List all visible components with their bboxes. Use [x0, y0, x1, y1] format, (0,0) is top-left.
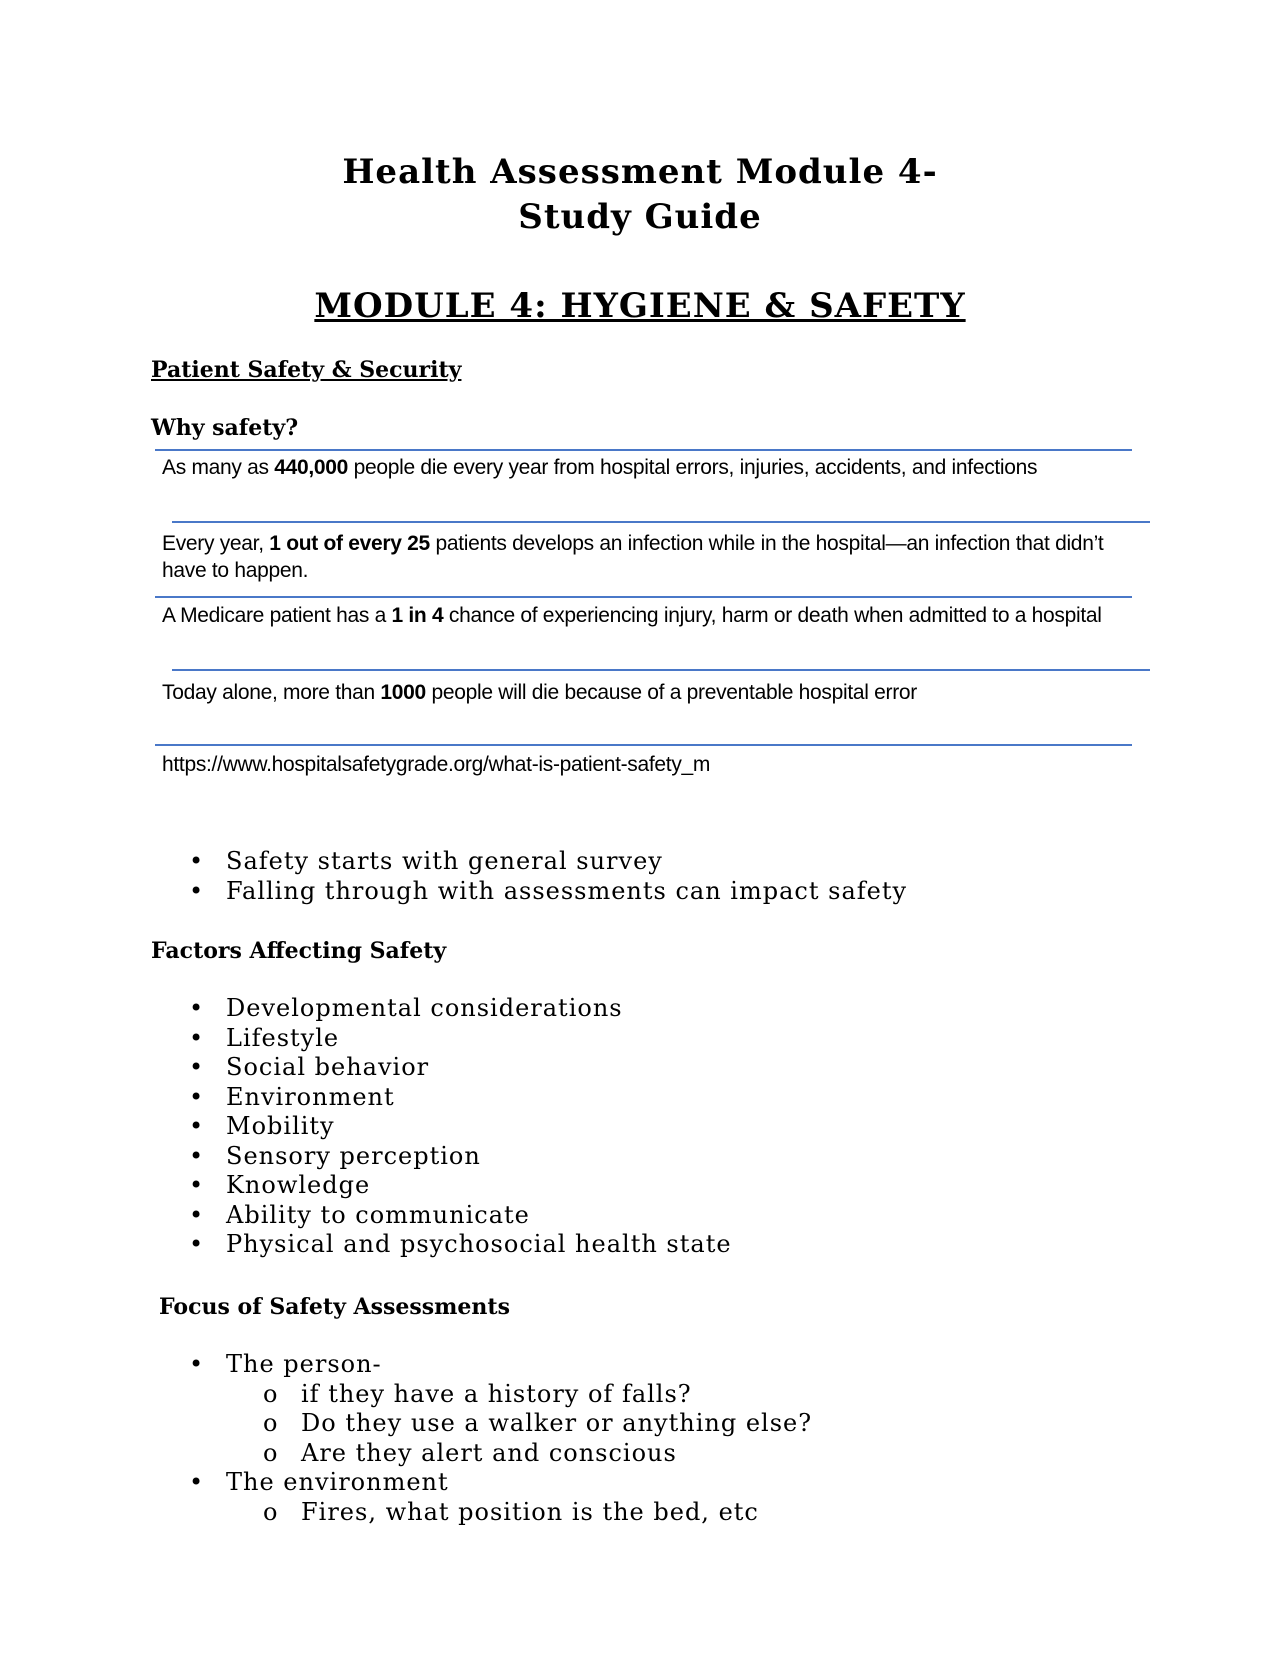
title-line-2: Study Guide — [518, 197, 762, 237]
stat-1 — [162, 454, 1122, 481]
section-heading-patient-safety: Patient Safety & Security — [151, 357, 462, 383]
list-item: • Sensory perception — [151, 1142, 732, 1172]
why-safety-heading: Why safety? — [151, 415, 299, 441]
list-item: • Developmental considerations — [151, 994, 732, 1024]
list-item: • Environment — [151, 1083, 732, 1113]
list-item: • Lifestyle — [151, 1024, 732, 1054]
divider — [155, 596, 1132, 598]
stat-text: patients develops an infection while in the hospital—an infection that didn’t have to happen. — [162, 532, 1104, 582]
stat-4 — [162, 679, 1122, 706]
stat-text: As many as — [162, 456, 275, 479]
factors-list — [151, 994, 732, 1260]
factors-heading: Factors Affecting Safety — [151, 938, 447, 964]
list-item: • Mobility — [151, 1112, 732, 1142]
list-item: • Physical and psychosocial health state — [151, 1230, 732, 1260]
list-item: • The person- — [151, 1350, 812, 1380]
stat-3 — [162, 602, 1122, 629]
divider — [155, 449, 1132, 451]
stat-number: 440,000 — [274, 456, 349, 479]
sub-list-item: o Are they alert and conscious — [151, 1439, 812, 1469]
divider — [172, 521, 1150, 523]
stat-text: chance of experiencing injury, harm or death when admitted to a hospital — [443, 604, 1102, 627]
list-item: • The environment — [151, 1468, 812, 1498]
stat-text: Every year, — [162, 532, 270, 555]
stat-2 — [162, 530, 1122, 584]
general-bullet-list — [151, 847, 907, 906]
sub-list-item: o if they have a history of falls? — [151, 1380, 812, 1410]
stat-text: Today alone, more than — [162, 681, 381, 704]
focus-list — [151, 1350, 812, 1527]
list-item: • Ability to communicate — [151, 1201, 732, 1231]
divider — [155, 744, 1132, 746]
stat-text: people die every year from hospital errors, injuries, accidents, and infections — [348, 456, 1038, 479]
focus-heading: Focus of Safety Assessments — [159, 1294, 510, 1320]
sub-list-item: o Do they use a walker or anything else? — [151, 1409, 812, 1439]
module-heading: MODULE 4: HYGIENE & SAFETY — [314, 286, 966, 326]
sub-list-item: o Fires, what position is the bed, etc — [151, 1498, 812, 1528]
stat-number: 1 in 4 — [391, 604, 444, 627]
list-item: • Social behavior — [151, 1053, 732, 1083]
stat-text: people will die because of a preventable hospital error — [425, 681, 917, 704]
document-title — [0, 150, 1280, 240]
source-link[interactable]: https://www.hospitalsafetygrade.org/what-is-patient-safety_m — [162, 753, 711, 776]
title-line-1: Health Assessment Module 4- — [342, 152, 938, 192]
list-item: • Knowledge — [151, 1171, 732, 1201]
stat-text: A Medicare patient has a — [162, 604, 392, 627]
divider — [172, 669, 1150, 671]
list-item: • Falling through with assessments can impact safety — [151, 877, 907, 907]
stat-number: 1000 — [380, 681, 426, 704]
list-item: • Safety starts with general survey — [151, 847, 907, 877]
stat-number: 1 out of every 25 — [269, 532, 430, 555]
